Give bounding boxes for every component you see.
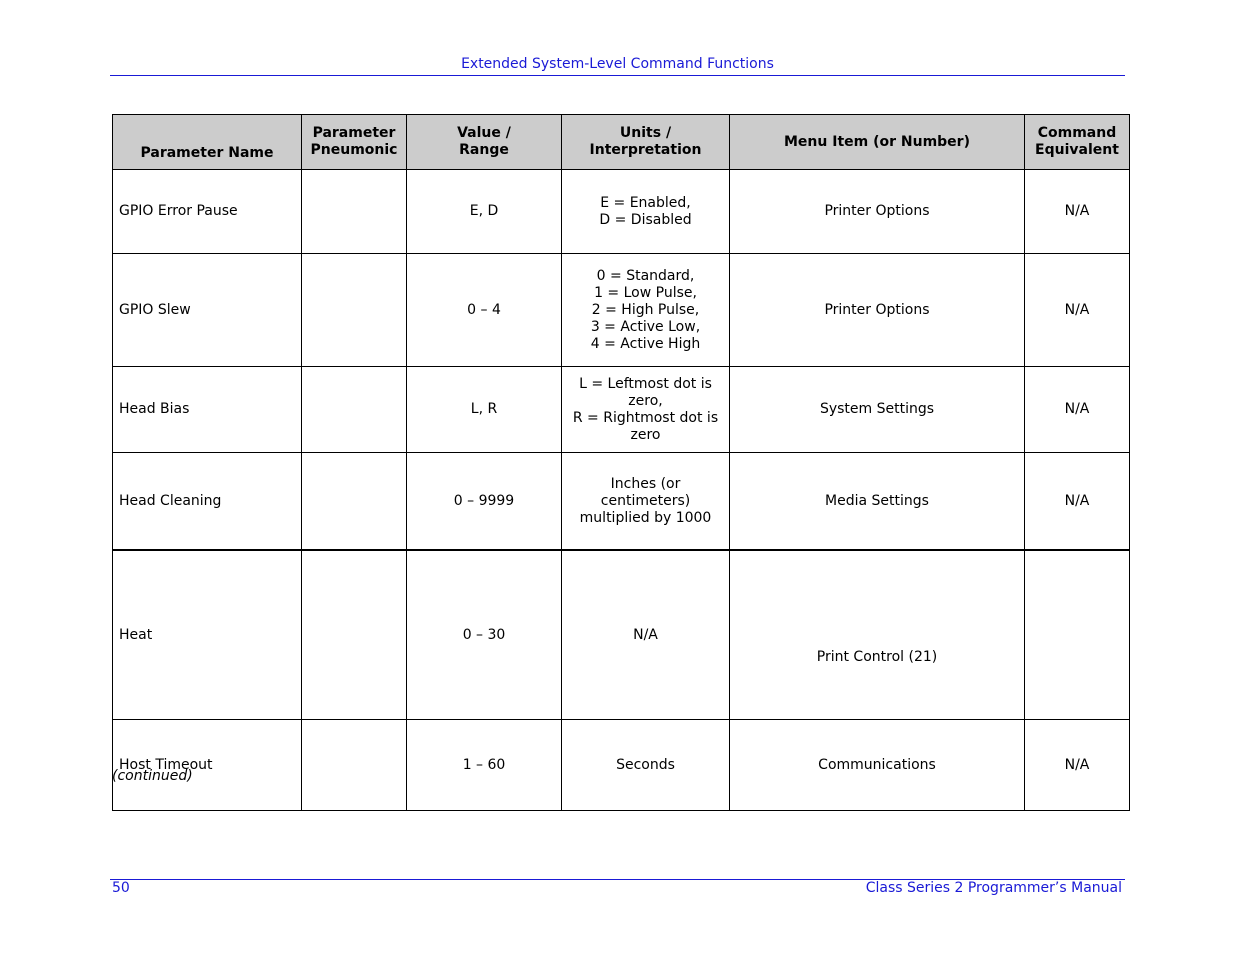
cell-command: N/A — [1025, 720, 1130, 811]
table-row — [113, 550, 1130, 720]
cell-command: N/A — [1025, 254, 1130, 367]
cell-command: N/A — [1025, 453, 1130, 551]
cell-pneumonic — [302, 720, 407, 811]
cell-command: N/A — [1025, 367, 1130, 453]
cell-units: Seconds — [562, 720, 730, 811]
cell-parameter-name: Head Cleaning — [113, 453, 302, 551]
cell-menu-item: Communications — [730, 720, 1025, 811]
cell-units: Inches (or centimeters) multiplied by 1000 — [562, 453, 730, 551]
cell-units: 0 = Standard, 1 = Low Pulse, 2 = High Pulse, 3 = Active Low, 4 = Active High — [562, 254, 730, 367]
cell-pneumonic — [302, 453, 407, 551]
cell-pneumonic — [302, 170, 407, 254]
cell-pneumonic — [302, 550, 407, 720]
cell-value-range: L, R — [407, 367, 562, 453]
cell-units: L = Leftmost dot is zero, R = Rightmost dot is zero — [562, 367, 730, 453]
parameter-table — [112, 114, 1130, 811]
cell-value-range: 1 – 60 — [407, 720, 562, 811]
table-row — [113, 170, 1130, 254]
cell-parameter-name: Heat — [113, 550, 302, 720]
cell-menu-item: Printer Options — [730, 170, 1025, 254]
cell-command: N/A — [1025, 170, 1130, 254]
running-head: Extended System-Level Command Functions — [461, 56, 774, 72]
table-header-row — [113, 115, 1130, 170]
header-rule — [110, 75, 1125, 76]
continued-note: (continued) — [112, 768, 193, 784]
cell-parameter-name: GPIO Slew — [113, 254, 302, 367]
header-value-range: Value / Range — [407, 115, 562, 170]
cell-menu-item: Printer Options — [730, 254, 1025, 367]
cell-parameter-name: Host Timeout — [113, 720, 302, 811]
header-command-equivalent: Command Equivalent — [1025, 115, 1130, 170]
table-row — [113, 720, 1130, 811]
table-row — [113, 254, 1130, 367]
cell-parameter-name: Head Bias — [113, 367, 302, 453]
manual-title: Class Series 2 Programmer’s Manual — [865, 880, 1122, 896]
header-menu-item: Menu Item (or Number) — [730, 115, 1025, 170]
cell-pneumonic — [302, 254, 407, 367]
cell-value-range: 0 – 30 — [407, 550, 562, 720]
cell-value-range: 0 – 9999 — [407, 453, 562, 551]
page-number: 50 — [112, 880, 130, 896]
cell-pneumonic — [302, 367, 407, 453]
cell-units: N/A — [562, 550, 730, 720]
cell-command — [1025, 550, 1130, 720]
cell-value-range: E, D — [407, 170, 562, 254]
cell-menu-item: System Settings — [730, 367, 1025, 453]
cell-menu-item: Print Control (21) — [730, 550, 1025, 720]
cell-parameter-name: GPIO Error Pause — [113, 170, 302, 254]
table-row — [113, 453, 1130, 551]
header-parameter-pneumonic: Parameter Pneumonic — [302, 115, 407, 170]
cell-value-range: 0 – 4 — [407, 254, 562, 367]
table-row — [113, 367, 1130, 453]
header-units-interpretation: Units / Interpretation — [562, 115, 730, 170]
cell-units: E = Enabled, D = Disabled — [562, 170, 730, 254]
header-parameter-name: Parameter Name — [113, 115, 302, 170]
cell-menu-item: Media Settings — [730, 453, 1025, 551]
